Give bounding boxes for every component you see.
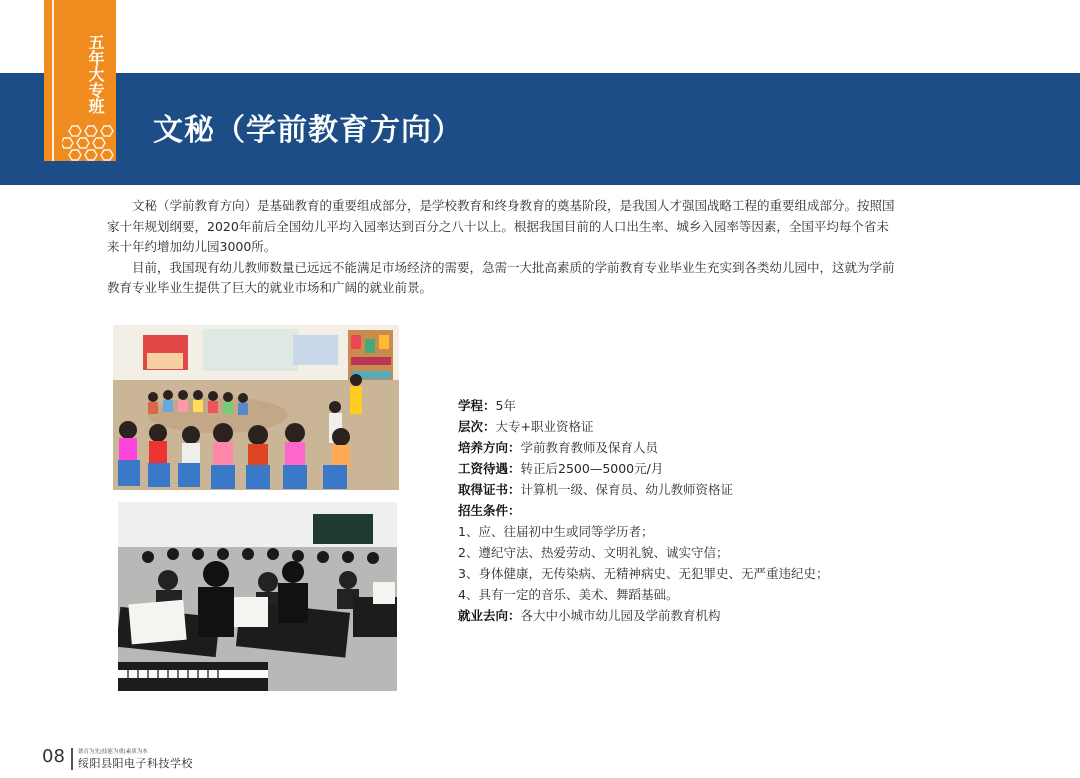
- intro-paragraph: 文秘（学前教育方向）是基础教育的重要组成部分，是学校教育和终身教育的奠基阶段，是我国人才强国战略工程的重要组成部分。按照国家十年规划纲要，2020年前后全国幼儿平均入园率达到百分之八十以上。根据我国目前的人口出生率、城乡入园率等因素，全国平均每个省未来十年约增加幼儿园3000所。: [107, 198, 895, 254]
- school-name-logo: 绥阳县阳电子科技学校: [78, 757, 193, 770]
- salary-row: [458, 458, 878, 479]
- kindergarten-class-photo: [113, 325, 399, 490]
- requirements-heading-row: [458, 500, 878, 521]
- hexagon-pattern-icon: [62, 122, 116, 162]
- employment-row: [458, 605, 878, 626]
- duration-value: 5年: [495, 398, 516, 413]
- level-row: [458, 416, 878, 437]
- intro-paragraph: 目前，我国现有幼儿教师数量已远远不能满足市场经济的需要，急需一大批高素质的学前教育专业毕业生充实到各类幼儿园中，这就为学前教育专业毕业生提供了巨大的就业市场和广阔的就业前景。: [107, 259, 895, 295]
- footer-divider: [71, 748, 73, 770]
- duration-label: 学程：: [458, 398, 496, 413]
- piano-class-photo: [118, 502, 397, 691]
- requirements-label: 招生条件：: [458, 503, 521, 518]
- certificates-row: [458, 479, 878, 500]
- requirement-item: 4、具有一定的音乐、美术、舞蹈基础。: [458, 587, 679, 602]
- requirement-item: 2、遵纪守法、热爱劳动、文明礼貌、诚实守信；: [458, 545, 729, 560]
- certificates-label: 取得证书：: [458, 482, 521, 497]
- section-tab-label: 五年大专班: [86, 34, 105, 114]
- employment-label: 就业去向：: [458, 608, 521, 623]
- duration-row: [458, 395, 878, 416]
- direction-value: 学前教育教师及保育人员: [520, 440, 659, 455]
- direction-label: 培养方向：: [458, 440, 521, 455]
- level-label: 层次：: [458, 419, 496, 434]
- level-value: 大专+职业资格证: [495, 419, 594, 434]
- direction-row: [458, 437, 878, 458]
- page-number: 08: [42, 746, 65, 767]
- tab-divider-line: [52, 0, 54, 161]
- requirement-item: 3、身体健康，无传染病、无精神病史、无犯罪史、无严重违纪史；: [458, 566, 829, 581]
- requirement-item: 1、应、往届初中生或同等学历者；: [458, 524, 654, 539]
- program-info: [458, 395, 878, 626]
- school-motto: 德育为先|技能为重|素质为本: [78, 749, 148, 755]
- certificates-value: 计算机一级、保育员、幼儿教师资格证: [520, 482, 734, 497]
- employment-value: 各大中小城市幼儿园及学前教育机构: [520, 608, 721, 623]
- salary-value: 转正后2500—5000元/月: [520, 461, 664, 476]
- salary-label: 工资待遇：: [458, 461, 521, 476]
- page-title: 文秘（学前教育方向）: [153, 113, 463, 148]
- intro-text: [107, 196, 897, 299]
